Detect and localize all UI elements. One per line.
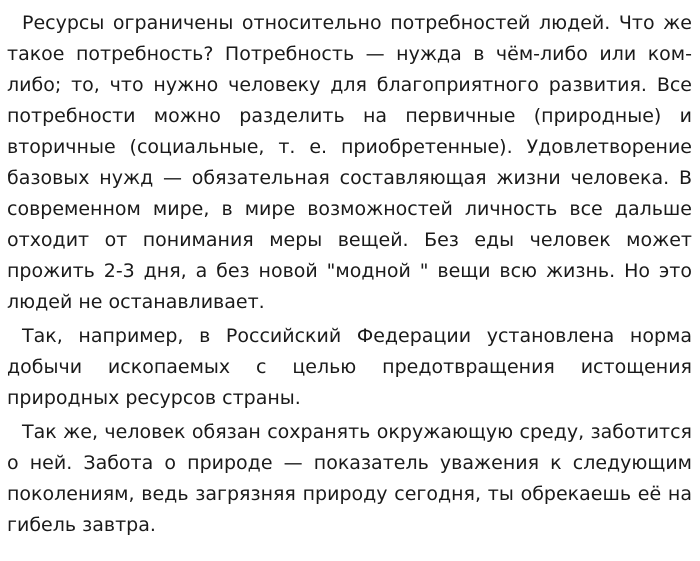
paragraph-environment: Так же, человек обязан сохранять окружающую среду, заботится о ней. Забота о природе — показатель уважения к следующим поколениям, ведь загрязняя природу сегодня, ты обрекаешь её на гибель завтра. [7,421,692,536]
paragraph-mining-norms: Так, например, в Российский Федерации установлена норма добычи ископаемых с целью предотвращения истощения природных ресурсов страны. [7,325,692,409]
paragraph-resources-needs: Ресурсы ограничены относительно потребностей людей. Что же такое потребность? Потребность — нужда в чём-либо или ком-либо; то, что нужно человеку для благоприятного развития. Все потребности можно разделить на первичные (природные) и вторичные (социальные, т. е. приобретенные). Удовлетворение базовых нужд — обязательная составляющая жизни человека. В современном мире, в мире возможностей личность все дальше отходит от понимания меры вещей. Без еды человек может прожить 2-3 дня, а без новой "модной " вещи всю жизнь. Но это людей не останавливает. [7,12,692,313]
